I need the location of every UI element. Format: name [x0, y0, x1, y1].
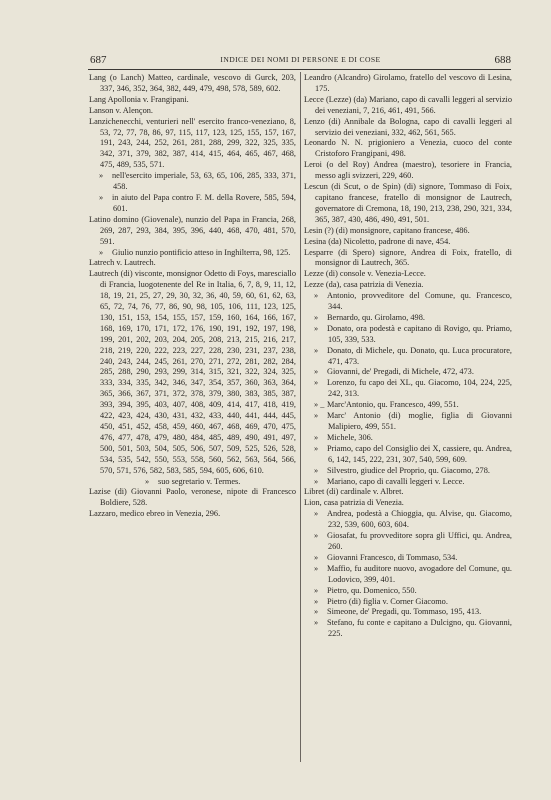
ditto-mark: »: [314, 585, 319, 595]
ditto-mark: »: [314, 312, 319, 322]
ditto-mark: »: [314, 367, 319, 377]
index-entry: [304, 477, 512, 488]
index-entry: [304, 607, 512, 618]
left-page-number: 687: [90, 54, 107, 66]
index-entry: [89, 215, 296, 248]
entry-text: Stefano, fu conte e capitano a Dulcigno, qu. Giovanni, 225.: [327, 618, 512, 639]
index-entry: [304, 95, 512, 117]
entry-text: Giovanni Francesco, di Tommaso, 534.: [327, 552, 458, 562]
index-entry: [89, 258, 296, 269]
ditto-mark: » _: [314, 400, 325, 410]
entry-text: Lenzo (di) Annibale da Bologna, capo di cavalli leggeri al servizio dei veneziani, 332, 462, 561, 565.: [304, 116, 512, 137]
index-entry: [304, 378, 512, 400]
entry-text: Latino domino (Giovenale), nunzio del Papa in Francia, 268, 269, 287, 293, 384, 395, 396, 440, 468, 470, 481, 570, 591.: [89, 214, 296, 246]
entry-text: Lezze (da), casa patrizia di Venezia.: [304, 280, 424, 290]
entry-text: Lesina (da) Nicoletto, padrone di nave, 454.: [304, 236, 451, 246]
index-entry: [89, 477, 296, 488]
index-entry: [304, 324, 512, 346]
index-entry: [304, 237, 512, 248]
entry-text: Lazzaro, medico ebreo in Venezia, 296.: [89, 509, 221, 519]
entry-text: Giovanni, de' Pregadi, di Michele, 472, 473.: [327, 367, 474, 377]
ditto-mark: »: [99, 192, 104, 202]
index-entry: [304, 291, 512, 313]
ditto-mark: »: [314, 323, 319, 333]
entry-text: Maffio, fu auditore nuovo, avogadore del Comune, qu. Lodovico, 399, 401.: [327, 563, 512, 584]
index-entry: [304, 411, 512, 433]
entry-text: Bernardo, qu. Girolamo, 498.: [327, 312, 425, 322]
index-entry: [304, 498, 512, 509]
index-entry: [304, 313, 512, 324]
entry-text: Giosafat, fu provveditore sopra gli Uffici, qu. Andrea, 260.: [327, 531, 512, 551]
running-header: [90, 54, 511, 68]
index-entry: [304, 138, 512, 160]
ditto-mark: »: [314, 563, 319, 573]
entry-text: Michele, 306.: [327, 432, 373, 442]
index-entry: [89, 487, 296, 509]
index-entry: [304, 226, 512, 237]
entry-text: Latrech v. Lautrech.: [89, 258, 156, 268]
right-page-number: 688: [494, 54, 511, 66]
entry-text: Lesparre (di Spero) signore, Andrea di Foix, fratello, di monsignor di Lautrech, 365.: [304, 247, 512, 268]
entry-text: Lanzichenecchi, venturieri nell' esercito franco-veneziano, 8, 53, 72, 77, 78, 86, 97, 115, 117, 123, 125, 155, 157, 167, 191, 243, 244, 252, 261, 281, 288, 299, 322, 325, 335, 342, 371, 379, 382, 387, 414, 415, 464, 465, 467, 468, 475, 489, 535, 571.: [89, 116, 296, 170]
column-divider: [300, 72, 301, 762]
index-entry: [89, 248, 296, 259]
ditto-mark: »: [314, 596, 319, 606]
left-column: [89, 73, 296, 520]
index-entry: [304, 509, 512, 531]
ditto-mark: »: [99, 171, 104, 181]
entry-text: Libret (di) cardinale v. Albret.: [304, 487, 404, 497]
index-entry: [89, 106, 296, 117]
entry-text: Donato, ora podestà e capitano di Rovigo, qu. Priamo, 105, 339, 533.: [327, 323, 512, 344]
ditto-mark: »: [314, 378, 319, 388]
ditto-mark: »: [314, 531, 319, 541]
entry-text: Leandro (Alcandro) Girolamo, fratello del vescovo di Lesina, 175.: [304, 73, 512, 93]
entry-text: Lang Apollonia v. Frangipani.: [89, 94, 189, 104]
ditto-mark: »: [314, 618, 319, 628]
index-entry: [304, 346, 512, 368]
index-entry: [304, 531, 512, 553]
index-entry: [89, 509, 296, 520]
entry-text: Pietro (di) figlia v. Corner Giacomo.: [327, 596, 448, 606]
entry-text: Marc' Antonio (di) moglie, figlia di Giovanni Malipiero, 499, 551.: [327, 411, 512, 431]
index-entry: [304, 597, 512, 608]
ditto-mark: »: [314, 465, 319, 475]
entry-text: nell'esercito imperiale, 53, 63, 65, 106, 285, 333, 371, 458.: [112, 171, 296, 192]
entry-text: Lion, casa patrizia di Venezia.: [304, 498, 404, 508]
ditto-mark: »: [314, 476, 319, 486]
entry-text: Lorenzo, fu capo dei XL, qu. Giacomo, 104, 224, 225, 242, 313.: [327, 378, 512, 399]
index-entry: [89, 73, 296, 95]
entry-text: suo segretario v. Termes.: [158, 476, 241, 486]
index-entry: [89, 117, 296, 172]
index-entry: [304, 487, 512, 498]
entry-text: Marc'Antonio, qu. Francesco, 499, 551.: [327, 400, 459, 410]
index-entry: [304, 553, 512, 564]
ditto-mark: »: [314, 411, 319, 421]
ditto-mark: »: [314, 443, 319, 453]
entry-text: Lescun (di Scut, o de Spin) (di) signore, Tommaso di Foix, capitano francese, fratello di monsignor de Lautrech, governatore di Cremona, 18, 190, 213, 238, 290, 321, 334, 365, 387, 430, 486, 490, 491, 501.: [304, 182, 512, 224]
index-entry: [304, 117, 512, 139]
entry-text: Pietro, qu. Domenico, 550.: [327, 585, 417, 595]
index-entry: [89, 269, 296, 476]
index-entry: [304, 433, 512, 444]
entry-text: Simeone, de' Pregadi, qu. Tommaso, 195, 413.: [327, 607, 482, 617]
entry-text: Leroi (o del Roy) Andrea (maestro), tesoriere in Francia, messo agli svizzeri, 229, 460.: [304, 160, 512, 181]
ditto-mark: »: [314, 345, 319, 355]
ditto-mark: »: [314, 509, 319, 519]
index-entry: [304, 444, 512, 466]
entry-text: in aiuto del Papa contro F. M. della Rovere, 585, 594, 601.: [112, 192, 296, 213]
entry-text: Lautrech (di) visconte, monsignor Odetto di Foys, maresciallo di Francia, luogotenente del Re in Italia, 6, 7, 8, 9, 11, 12, 18, 19, 21, 25, 27, 29, 30, 32, 36, 40, 59, 60, 61, 62, 63, 65, 72, 74, 76, 77, 86, 90, 98, 105, 106, 111, 123, 125, 130, 151, 153, 154, 155, 157, 159, 160, 164, 166, 167, 168, 169, 170, 171, 172, 176, 190, 191, 192, 197, 198, 199, 201, 202, 203, 204, 205, 208, 213, 215, 216, 217, 218, 219, 220, 222, 223, 227, 228, 230, 231, 237, 238, 240, 243, 244, 245, 261, 270, 271, 272, 281, 282, 284, 285, 288, 290, 293, 299, 314, 315, 321, 322, 324, 325, 333, 334, 335, 342, 346, 347, 354, 357, 360, 363, 364, 365, 366, 367, 371, 372, 378, 379, 380, 383, 385, 387, 393, 394, 395, 403, 407, 408, 409, 414, 417, 418, 419, 422, 423, 424, 430, 431, 432, 433, 440, 441, 444, 445, 450, 451, 452, 458, 459, 460, 467, 468, 469, 470, 475, 476, 477, 478, 479, 480, 484, 485, 489, 490, 491, 497, 500, 501, 503, 504, 505, 506, 507, 509, 525, 526, 528, 534, 535, 542, 550, 553, 558, 560, 562, 563, 564, 566, 570, 571, 576, 582, 583, 585, 594, 605, 606, 610.: [89, 269, 296, 475]
entry-text: Andrea, podestà a Chioggia, qu. Alvise, qu. Giacomo, 232, 539, 600, 603, 604.: [327, 509, 512, 530]
index-entry: [304, 400, 512, 411]
entry-text: Lecce (Lezze) (da) Mariano, capo di cavalli leggeri al servizio dei veneziani, 7, 216, 461, 491, 566.: [304, 94, 512, 115]
index-entry: [304, 564, 512, 586]
ditto-mark: »: [314, 291, 319, 301]
right-column: [304, 73, 512, 640]
index-entry: [304, 182, 512, 226]
entry-text: Antonio, provveditore del Comune, qu. Francesco, 344.: [327, 291, 512, 312]
entry-text: Mariano, capo di cavalli leggeri v. Lecce.: [327, 476, 465, 486]
index-entry: [89, 95, 296, 106]
entry-text: Lesin (?) (di) monsignore, capitano francese, 486.: [304, 225, 470, 235]
index-entry: [304, 280, 512, 291]
index-entry: [304, 367, 512, 378]
index-entry: [304, 269, 512, 280]
entry-text: Silvestro, giudice del Proprio, qu. Giacomo, 278.: [327, 465, 490, 475]
entry-text: Leonardo N. N. prigioniero a Venezia, cuoco del conte Cristoforo Frangipani, 498.: [304, 138, 512, 159]
index-entry: [304, 618, 512, 640]
index-entry: [304, 466, 512, 477]
header-title: INDICE DEI NOMI DI PERSONE E DI COSE: [220, 55, 381, 64]
ditto-mark: »: [99, 247, 104, 257]
entry-text: Lazise (di) Giovanni Paolo, veronese, nipote di Francesco Boldiere, 528.: [89, 487, 296, 508]
ditto-mark: »: [145, 476, 150, 486]
entry-text: Lanson v. Alençon.: [89, 105, 153, 115]
index-entry: [304, 248, 512, 270]
ditto-mark: »: [314, 432, 319, 442]
entry-text: Lezze (di) console v. Venezia-Lecce.: [304, 269, 426, 279]
header-rule: [88, 69, 511, 70]
entry-text: Lang (o Lanch) Matteo, cardinale, vescovo di Gurck, 203, 337, 346, 352, 364, 382, 449, 479, 498, 578, 589, 602.: [89, 73, 296, 93]
index-entry: [89, 171, 296, 193]
entry-text: Donato, di Michele, qu. Donato, qu. Luca procuratore, 471, 473.: [327, 345, 512, 366]
index-entry: [304, 160, 512, 182]
index-entry: [304, 73, 512, 95]
entry-text: Priamo, capo del Consiglio dei X, cassiere, qu. Andrea, 6, 142, 145, 222, 231, 307, 540, 599, 609.: [327, 443, 512, 464]
index-entry: [89, 193, 296, 215]
ditto-mark: »: [314, 607, 319, 617]
ditto-mark: »: [314, 552, 319, 562]
index-entry: [304, 586, 512, 597]
entry-text: Giulio nunzio pontificio atteso in Inghilterra, 98, 125.: [112, 247, 291, 257]
